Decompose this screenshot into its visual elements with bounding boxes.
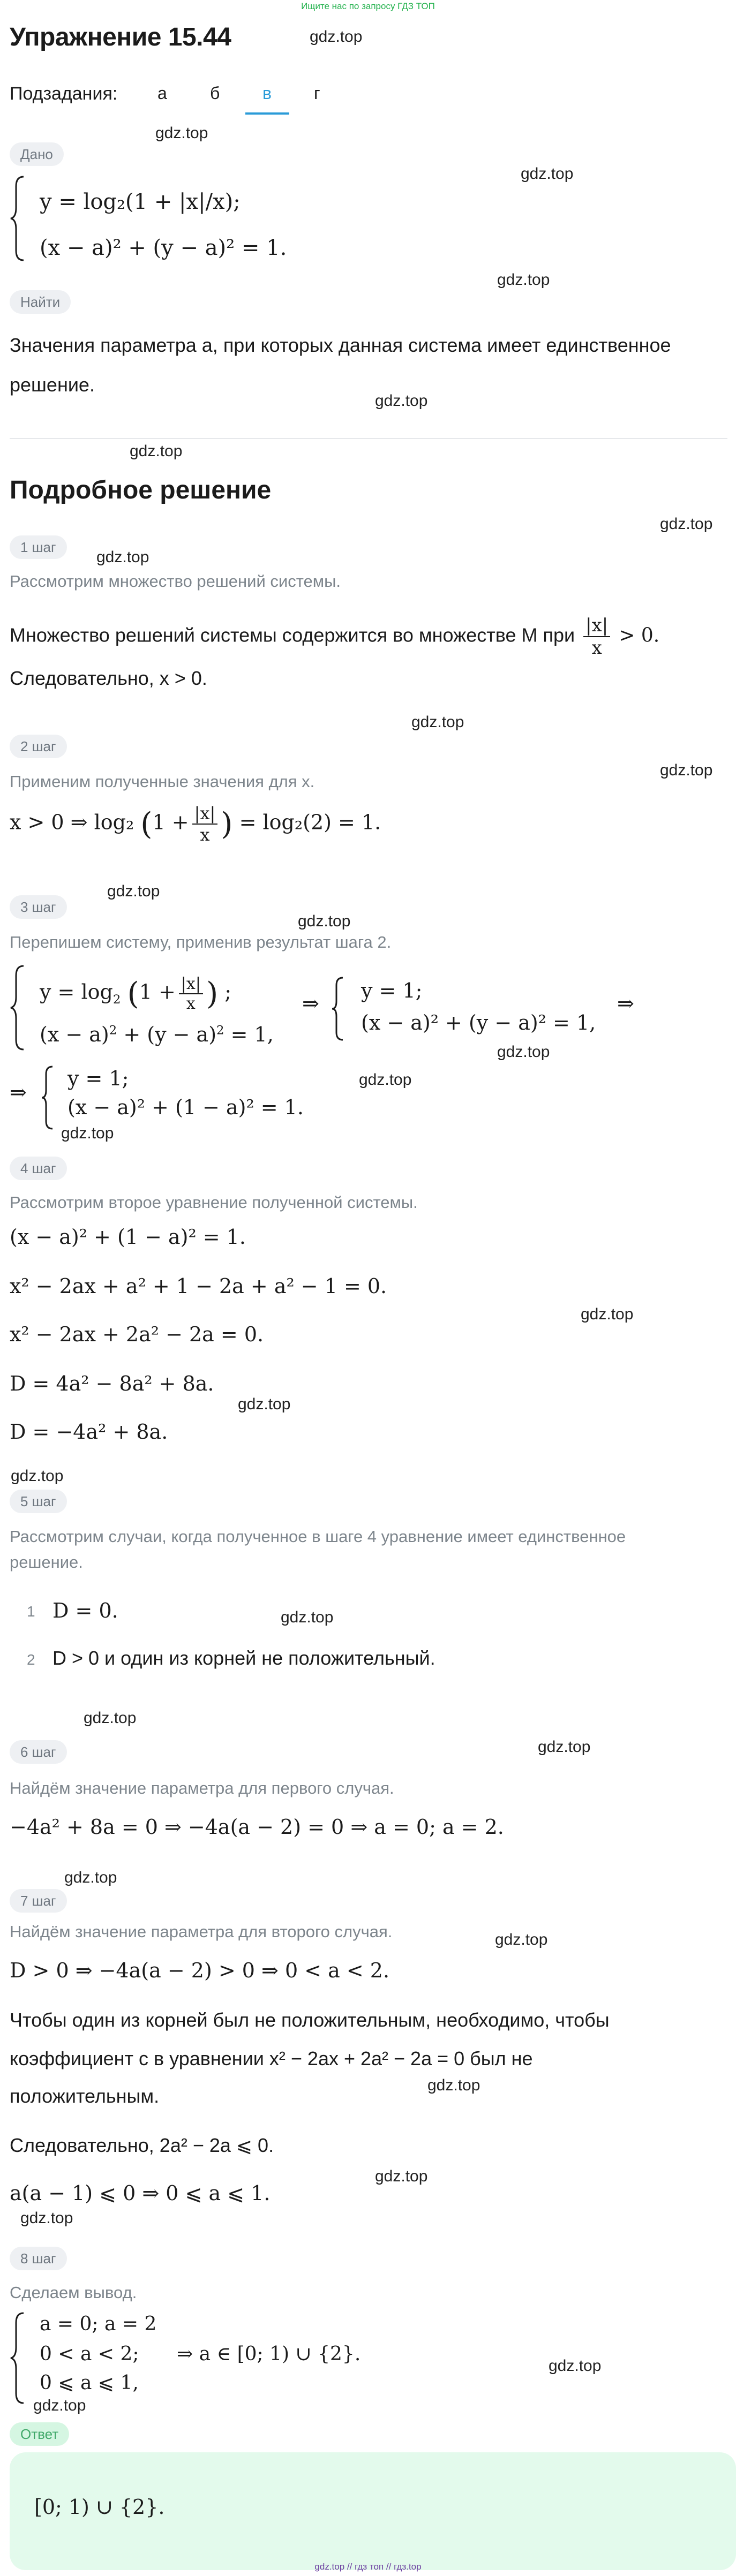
step-4-line: D = −4a² + 8a.	[10, 1420, 168, 1444]
step-7-text-line1: Чтобы один из корней был не положительным, необходимо, чтобы	[10, 2009, 610, 2031]
watermark: gdz.top	[107, 882, 160, 900]
watermark: gdz.top	[521, 165, 574, 183]
page-title: Упражнение 15.44	[10, 23, 231, 51]
watermark: gdz.top	[427, 2076, 480, 2094]
step-6-caption: Найдём значение параметра для первого случая.	[10, 1779, 394, 1797]
system-brace	[330, 976, 347, 1042]
step-4-line: x² − 2ax + a² + 1 − 2a + a² − 1 = 0.	[10, 1274, 387, 1298]
implies-symbol: ⇒	[10, 1081, 27, 1104]
step-8-caption: Сделаем вывод.	[10, 2283, 137, 2302]
watermark: gdz.top	[281, 1608, 334, 1626]
watermark: gdz.top	[549, 2357, 602, 2375]
solution-title: Подробное решение	[10, 476, 272, 504]
step-2-pill: 2 шаг	[10, 735, 67, 758]
step-2-formula-prefix: x > 0 ⇒ log₂	[10, 810, 134, 834]
step-4-line: D = 4a² − 8a² + 8a.	[10, 1372, 214, 1395]
step-7-formula2: a(a − 1) ⩽ 0 ⇒ 0 ⩽ a ⩽ 1.	[10, 2181, 271, 2205]
watermark: gdz.top	[660, 515, 713, 533]
top-link[interactable]: Ищите нас по запросу ГДЗ ТОП	[301, 1, 435, 11]
implies-symbol: ⇒	[302, 992, 319, 1015]
step-1-line2: Следовательно, x > 0.	[10, 667, 207, 689]
abs-x-over-x-fraction: $\frac{|x|}{x}$	[583, 615, 610, 659]
step-3-final-eq2: (x − a)² + (1 − a)² = 1.	[67, 1096, 304, 1119]
step-2-caption: Применим полученные значения для x.	[10, 772, 315, 791]
step-1-caption: Рассмотрим множество решений системы.	[10, 572, 341, 591]
step-8-sys-line: 0 < a < 2;	[40, 2343, 139, 2365]
active-tab-indicator	[245, 112, 289, 115]
case-text: D = 0.	[52, 1599, 118, 1622]
step-4-line: x² − 2ax + 2a² − 2a = 0.	[10, 1323, 264, 1346]
case-text: D > 0 и один из корней не положительный.	[52, 1647, 435, 1669]
watermark: gdz.top	[155, 124, 208, 142]
step-7-caption: Найдём значение параметра для второго случая.	[10, 1922, 393, 1941]
watermark: gdz.top	[61, 1124, 114, 1142]
system-brace	[7, 175, 29, 262]
step-3-orig-eq1: $y = \log_2 (1$ + $\frac{|x|}{x}$ ) ;	[40, 975, 232, 1013]
watermark: gdz.top	[238, 1395, 291, 1413]
watermark: gdz.top	[33, 2397, 86, 2414]
step-7-text-line4: Следовательно, 2a² − 2a ⩽ 0.	[10, 2134, 274, 2156]
step-3-pill: 3 шаг	[10, 895, 67, 919]
step-8-sys-line: 0 ⩽ a ⩽ 1,	[40, 2372, 139, 2394]
answer-value: [0; 1) ∪ {2}.	[34, 2495, 165, 2519]
step-8-sys-line: a = 0; a = 2	[40, 2313, 157, 2335]
step-6-formula: −4a² + 8a = 0 ⇒ −4a(a − 2) = 0 ⇒ a = 0; a = 2.	[10, 1815, 504, 1839]
step-1-pill: 1 шаг	[10, 535, 67, 559]
step-7-pill: 7 шаг	[10, 1889, 67, 1913]
watermark: gdz.top	[538, 1738, 591, 1756]
watermark: gdz.top	[375, 2167, 428, 2185]
watermark: gdz.top	[298, 912, 351, 930]
step-1-line1	[10, 615, 659, 659]
subtask-tab-b[interactable]: б	[210, 84, 220, 103]
watermark: gdz.top	[660, 761, 713, 779]
system-brace	[40, 1064, 57, 1131]
implies-symbol: ⇒	[617, 992, 634, 1015]
watermark: gdz.top	[11, 1467, 64, 1485]
answer-pill: Ответ	[10, 2422, 69, 2446]
watermark: gdz.top	[96, 548, 149, 566]
watermark: gdz.top	[20, 2209, 73, 2227]
step-3-result-eq1: y = 1;	[361, 979, 423, 1002]
subtask-tab-g[interactable]: г	[314, 84, 320, 103]
watermark: gdz.top	[411, 713, 464, 731]
watermark: gdz.top	[359, 1071, 412, 1089]
case-number: 1	[27, 1603, 35, 1620]
step-5-caption-line1: Рассмотрим случаи, когда полученное в шаге 4 уравнение имеет единственное	[10, 1527, 626, 1546]
subtasks-label: Подзадания:	[10, 84, 118, 104]
find-text-line1: Значения параметра a, при которых данная система имеет единственное	[10, 334, 671, 356]
find-pill: Найти	[10, 290, 71, 314]
step-1-line1-suffix: > 0.	[619, 624, 660, 647]
case-number: 2	[27, 1651, 35, 1668]
step-8-result: ⇒ a ∈ [0; 1) ∪ {2}.	[177, 2343, 361, 2365]
step-3-caption: Перепишем систему, применив результат шага 2.	[10, 933, 392, 951]
step-3-final-eq1: y = 1;	[67, 1067, 129, 1090]
step-4-caption: Рассмотрим второе уравнение полученной системы.	[10, 1193, 418, 1212]
step-4-line: (x − a)² + (1 − a)² = 1.	[10, 1225, 246, 1249]
step-2-formula-suffix: = log₂(2) = 1.	[239, 810, 381, 834]
given-eq1: y = log₂(1 + |x|/x);	[40, 190, 241, 214]
system-brace	[7, 2311, 29, 2405]
step-5-caption-line2: решение.	[10, 1553, 83, 1572]
section-divider	[10, 438, 727, 439]
watermark: gdz.top	[495, 1931, 548, 1948]
step-6-pill: 6 шаг	[10, 1740, 67, 1764]
watermark: gdz.top	[581, 1305, 634, 1323]
step-3-orig-eq2: $(x - a)^2 + (y - a)^2 = 1$,	[40, 1023, 274, 1046]
watermark: gdz.top	[84, 1709, 137, 1727]
watermark: gdz.top	[497, 271, 550, 289]
watermark: gdz.top	[497, 1043, 550, 1061]
watermark: gdz.top	[130, 442, 183, 460]
step-3-result-eq2: (x − a)² + (y − a)² = 1,	[361, 1011, 596, 1034]
subtask-tab-v[interactable]: в	[262, 84, 272, 103]
step-7-text-line3: положительным.	[10, 2085, 160, 2107]
step-2-formula: x > 0 ⇒ log₂ (1 + $\frac{|x|}{x}$ ) = log₂(2) = 1.	[10, 803, 381, 845]
step-7-text-line2: коэффициент c в уравнении x² − 2ax + 2a² − 2a = 0 был не	[10, 2048, 533, 2069]
watermark: gdz.top	[375, 392, 428, 410]
system-brace	[7, 964, 29, 1052]
watermark: gdz.top	[310, 28, 363, 46]
given-eq2: (x − a)² + (y − a)² = 1.	[40, 236, 287, 260]
step-7-formula: D > 0 ⇒ −4a(a − 2) > 0 ⇒ 0 < a < 2.	[10, 1959, 390, 1982]
step-8-pill: 8 шаг	[10, 2247, 67, 2270]
step-4-pill: 4 шаг	[10, 1157, 67, 1180]
step-5-pill: 5 шаг	[10, 1490, 67, 1513]
footer-links[interactable]: gdz.top // гдз топ // гдз.top	[314, 2562, 422, 2572]
step-1-line1-prefix: Множество решений системы содержится во множестве M при	[10, 624, 575, 646]
subtask-tab-a[interactable]: а	[157, 84, 167, 103]
find-text-line2: решение.	[10, 374, 95, 396]
watermark: gdz.top	[64, 1869, 117, 1886]
given-pill: Дано	[10, 142, 64, 166]
